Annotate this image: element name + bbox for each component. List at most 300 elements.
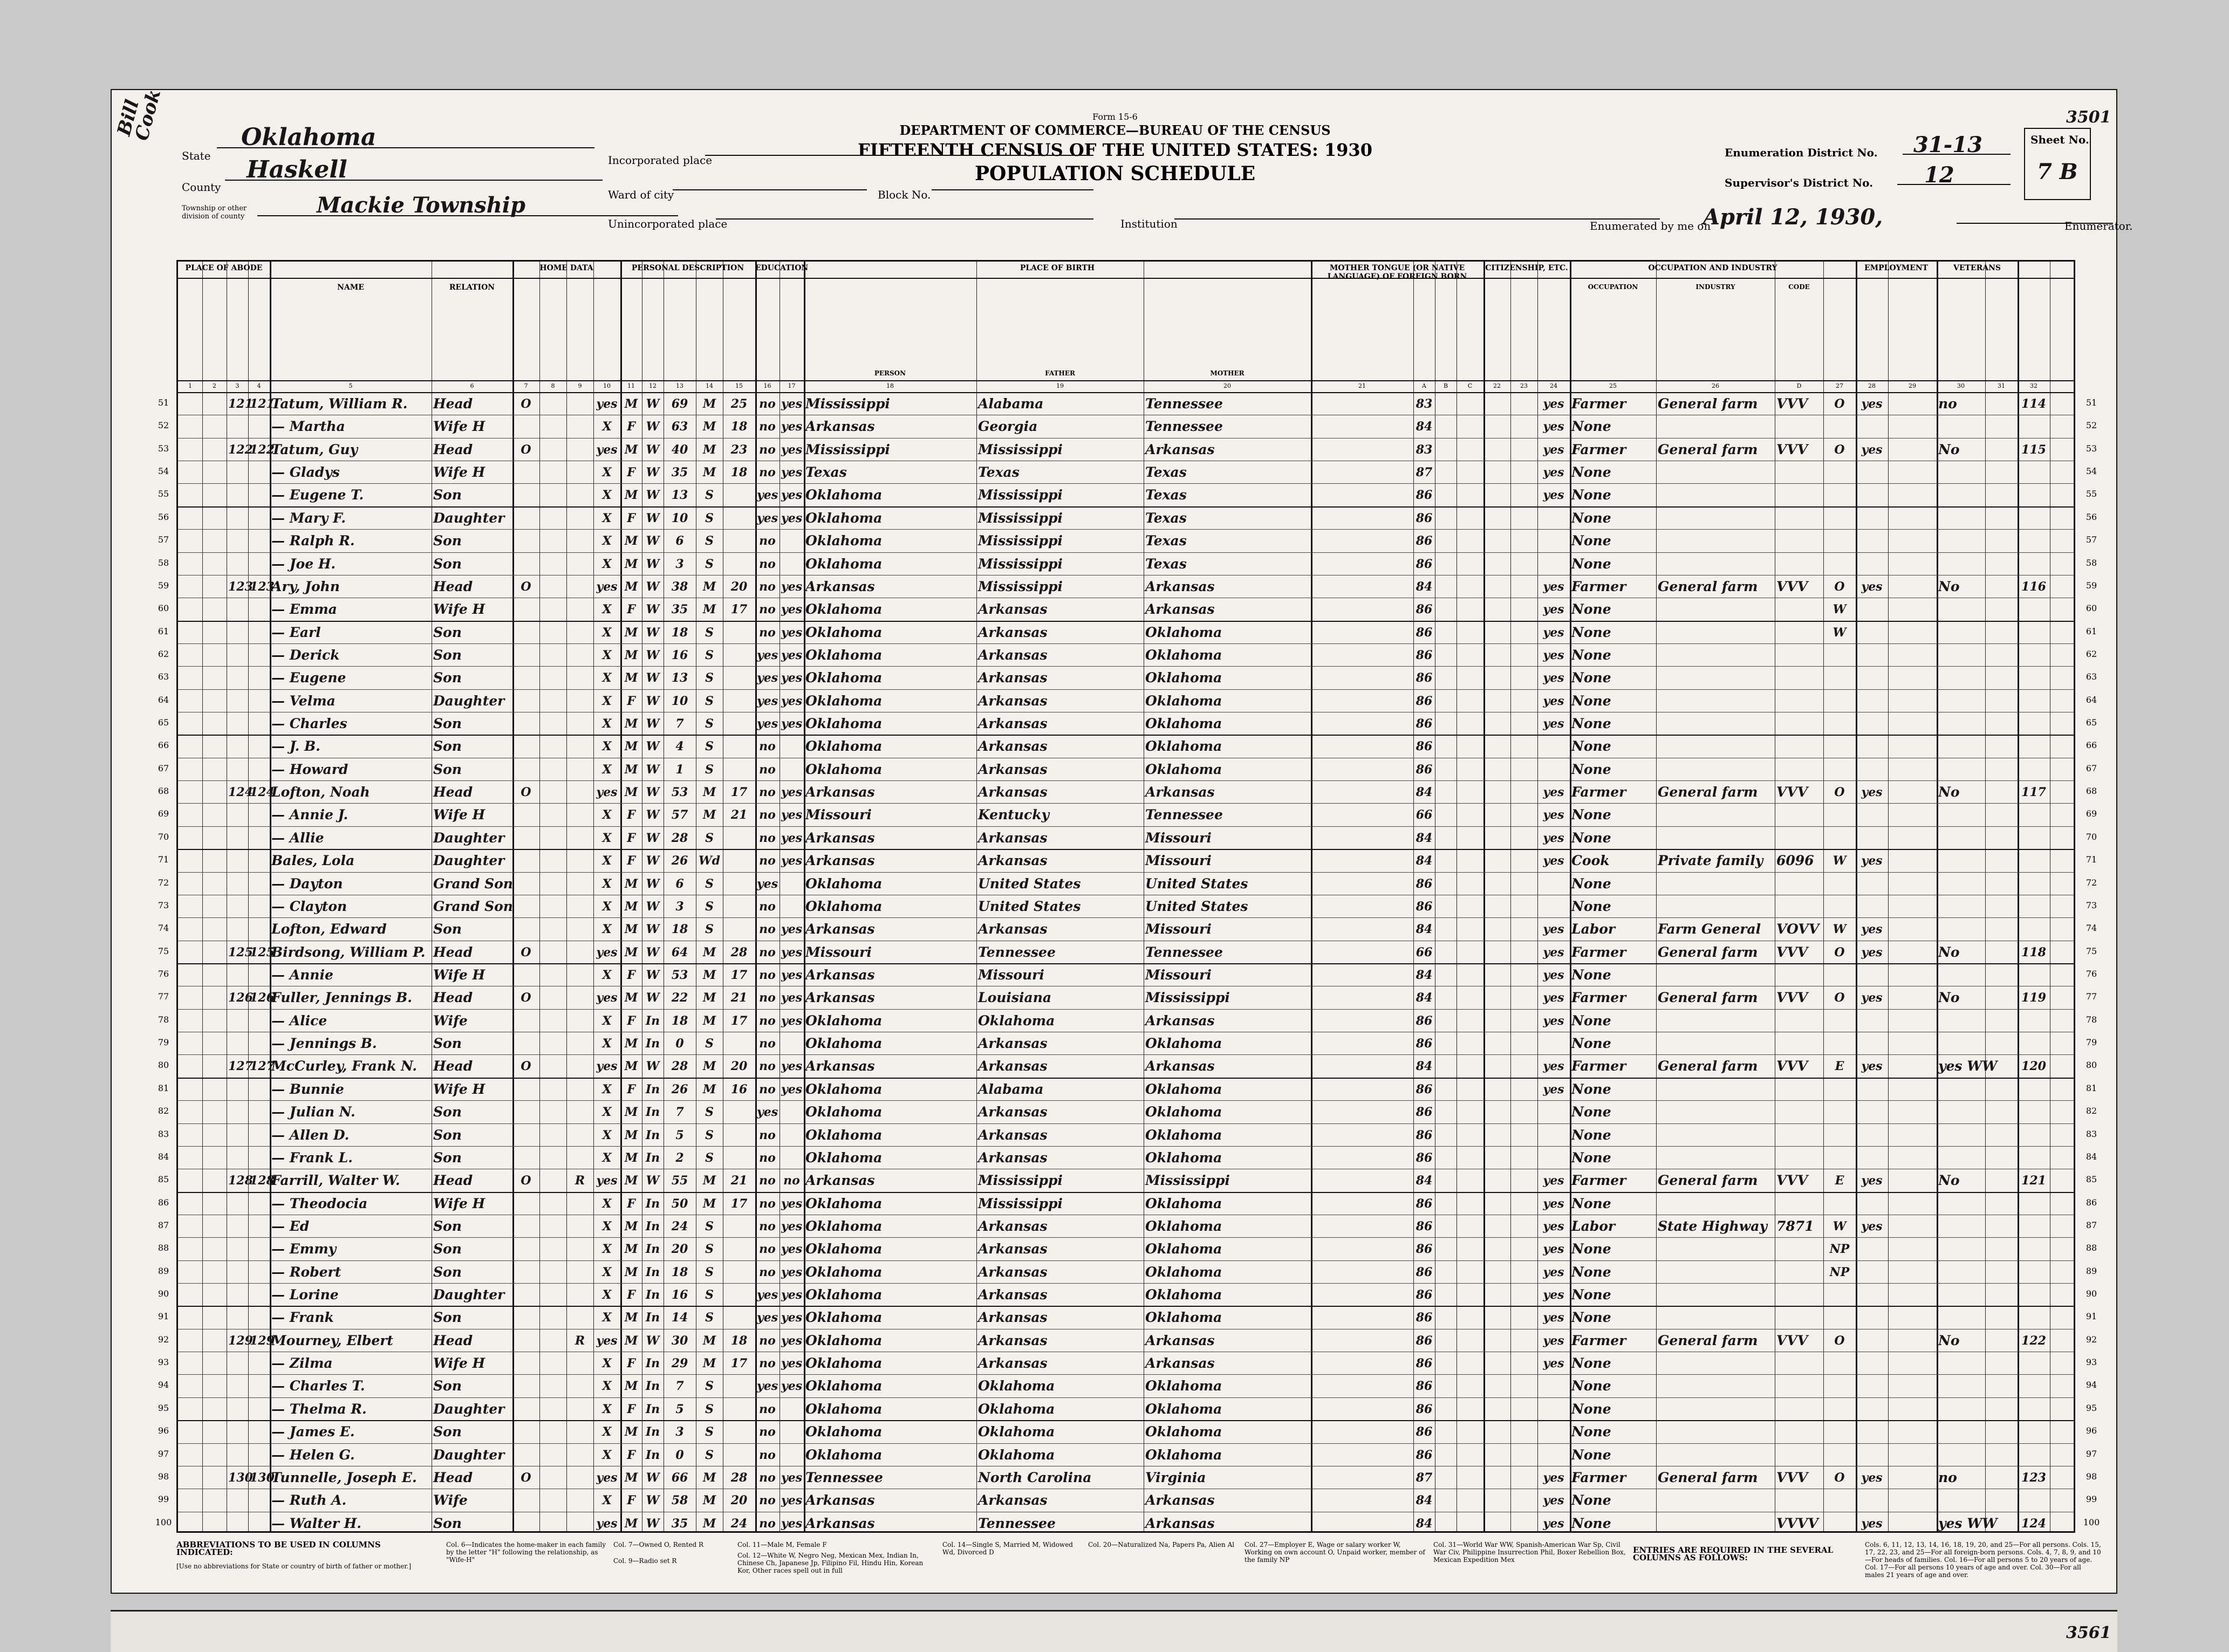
cell-fpob: Mississippi [978,510,1063,526]
row-number-left: 80 [158,1060,169,1071]
cell-sex: F [627,1356,635,1371]
cell-read: yes [781,717,803,731]
column-rule [1823,262,1824,1531]
column-rule [593,262,594,1531]
cell-mpob: Oklahoma [1145,647,1222,663]
cell-code: 86 [1416,511,1433,525]
cell-read: yes [781,1013,803,1028]
cell-farm: X [602,1311,612,1325]
row-number-right: 70 [2086,831,2097,842]
row-number-left: 64 [158,694,169,705]
cell-race: W [646,534,660,549]
cell-mar: M [702,420,716,434]
cell-race: W [646,1493,660,1508]
cell-sch: no [759,1150,776,1165]
cell-mpob: Arkansas [1145,1515,1215,1531]
cell-read: yes [781,968,803,982]
cell-name: — Derick [271,647,340,663]
cell-code: 86 [1416,1082,1433,1096]
cell-code: 84 [1416,991,1433,1005]
cell-pob: Oklahoma [805,738,883,755]
cell-sex: M [624,1379,638,1394]
cell-sch: yes [757,1311,778,1325]
cell-farm: X [602,1379,612,1394]
cell-occ: None [1571,670,1611,686]
county-label: County [182,181,221,194]
cell-pob: Oklahoma [805,875,883,892]
cell-race: W [646,625,660,640]
cell-farm: X [602,420,612,434]
cell-mar: S [705,922,714,937]
row-number-left: 79 [158,1037,169,1048]
row-number-right: 64 [2086,694,2097,705]
column-number: B [1443,382,1448,389]
cell-mpob: Oklahoma [1145,1195,1222,1211]
cell-mpob: Oklahoma [1145,738,1222,755]
cell-ind: Farm General [1658,921,1761,937]
cell-farm: X [602,739,612,754]
cell-rel: Daughter [433,510,505,526]
row-number-left: 87 [158,1219,169,1230]
cell-code: 86 [1416,1333,1433,1348]
cell-rel: Son [433,1036,462,1052]
row-number-right: 74 [2086,923,2097,934]
row-number-left: 82 [158,1106,169,1116]
cell-read: yes [781,465,803,480]
ed-label: Enumeration District No. [1725,146,1878,159]
row-rule [178,1283,2074,1284]
row-number-left: 58 [158,557,169,568]
cell-pob: Oklahoma [805,716,883,732]
cell-fpob: Oklahoma [978,1447,1055,1463]
row-rule [178,803,2074,804]
cell-occ: None [1571,647,1611,663]
cell-agem: 17 [730,1356,748,1371]
cell-agem: 17 [730,785,748,800]
incorporated-label: Incorporated place [608,154,713,167]
cell-sch: no [759,739,776,754]
cell-mpob: Oklahoma [1145,1424,1222,1440]
cell-name: Fuller, Jennings B. [271,990,412,1006]
cell-sex: M [624,991,638,1005]
row-number-right: 73 [2086,900,2097,910]
cell-emp: yes [1861,1174,1883,1188]
birth-subheading: MOTHER [1210,369,1245,377]
cell-farm: X [602,671,612,686]
column-rule [1537,262,1538,1531]
schedule-title: POPULATION SCHEDULE [974,162,1256,185]
cell-race: W [646,602,660,617]
cell-dw: 130 [228,1470,253,1485]
cell-dw: 124 [228,785,253,800]
cell-own: O [521,397,531,411]
cell-age: 1 [675,762,684,777]
cell-age: 16 [671,648,688,662]
cell-pob: Oklahoma [805,670,883,686]
row-number-right: 59 [2086,580,2097,591]
column-number: D [1796,382,1802,389]
cell-sch: no [759,991,776,1005]
cell-agem: 17 [730,968,748,982]
row-number-left: 70 [158,831,169,842]
cell-age: 53 [671,785,688,800]
cell-pob: Oklahoma [805,533,883,549]
cell-mar: S [705,694,714,708]
state-label: State [182,149,211,162]
cell-race: W [646,945,660,959]
cell-rel: Wife H [433,1081,486,1097]
cell-farm: X [602,465,612,480]
cell-mar: S [705,1150,714,1165]
cell-fam: 129 [250,1333,275,1348]
cell-sch: no [759,1059,776,1074]
cell-code: 86 [1416,534,1433,549]
footnote-col31: Col. 31—World War WW, Spanish-American War Sp, Civil War Civ, Philippine Insurrection Phil, Boxer Rebellion Box, Mexican Expedition Mex [1433,1541,1626,1564]
row-number-right: 83 [2086,1128,2097,1139]
cell-radio: R [575,1174,585,1188]
cell-name: McCurley, Frank N. [271,1058,417,1074]
cell-read: yes [781,442,803,457]
cell-eng: yes [1543,1516,1564,1531]
cell-code: 86 [1416,1356,1433,1371]
cell-code: 86 [1416,625,1433,640]
cell-rel: Son [433,1104,462,1120]
cell-name: — Julian N. [271,1104,355,1120]
footnote-col12: Col. 12—White W, Negro Neg, Mexican Mex, Indian In, Chinese Ch, Japanese Jp, Filipino Fil, Hindu Hin, Korean Kor, Other races spell out in full [737,1552,924,1574]
cell-name: — Gladys [271,464,340,481]
cell-rel: Son [433,1378,462,1394]
cell-age: 18 [671,1013,688,1028]
cell-vet: yes WW [1938,1058,1998,1074]
cell-read: yes [781,1219,803,1233]
column-number: 5 [348,382,353,389]
cell-mpob: Oklahoma [1145,716,1222,732]
cell-mar: M [702,1059,716,1074]
cell-read: yes [781,831,803,845]
cell-ind: General farm [1658,784,1758,800]
cell-occ: None [1571,875,1611,892]
row-rule [178,1397,2074,1398]
cell-emp: yes [1861,785,1883,800]
row-number-right: 61 [2086,626,2097,636]
cell-sex: M [624,1242,638,1257]
cell-farm: X [602,1356,612,1371]
row-number-left: 75 [158,945,169,956]
cell-read: yes [781,1379,803,1394]
institution-label: Institution [1120,217,1178,230]
cell-sex: M [624,922,638,937]
cell-mar: S [705,1219,714,1233]
cell-code: 84 [1416,579,1433,594]
cell-mar: M [702,1333,716,1348]
cell-age: 7 [675,717,684,731]
block-label: Block No. [878,188,931,201]
cell-farm: X [602,1288,612,1303]
cell-occ: Labor [1571,1218,1616,1234]
cell-occ: None [1571,898,1611,914]
cell-code: 86 [1416,1013,1433,1028]
cell-sex: M [624,762,638,777]
cell-eng: yes [1543,671,1564,686]
cell-sex: F [627,1402,635,1416]
occupation-subheading: OCCUPATION [1588,283,1638,291]
cell-eng: yes [1543,922,1564,937]
cell-age: 3 [675,557,684,571]
cell-fpob: Tennessee [978,1515,1056,1531]
ward-label: Ward of city [608,188,674,201]
enumerated-label: Enumerated by me on [1590,220,1711,232]
column-number: 3 [235,382,240,389]
cell-ind: State Highway [1658,1218,1767,1234]
row-number-right: 86 [2086,1197,2097,1208]
cell-rel: Head [433,396,473,412]
cell-mpob: Arkansas [1145,601,1215,618]
cell-occ: None [1571,967,1611,983]
cell-farmno: 118 [2021,945,2046,959]
cell-mar: S [705,831,714,845]
cell-farm: X [602,762,612,777]
cell-occ: None [1571,1081,1611,1097]
cell-name: — James E. [271,1424,355,1440]
row-number-right: 65 [2086,717,2097,728]
cell-race: W [646,899,660,914]
cell-sex: M [624,442,638,457]
cell-occ: Farmer [1571,1469,1626,1485]
cell-rel: Son [433,1310,462,1326]
cell-age: 6 [675,876,684,891]
cell-read: yes [781,671,803,686]
row-rule [178,1009,2074,1010]
cell-mpob: Arkansas [1145,1058,1215,1074]
cell-fam: 122 [250,442,275,457]
cell-mar: M [702,397,716,411]
cell-fpob: United States [978,875,1081,892]
cell-fpob: Arkansas [978,1127,1048,1143]
column-number: 26 [1712,382,1719,389]
cell-cw: W [1833,625,1847,640]
supervisor-label: Supervisor's District No. [1725,176,1874,189]
cell-farm: X [602,1448,612,1462]
cell-occ: None [1571,807,1611,823]
cell-agem: 20 [730,1493,748,1508]
cell-occ: None [1571,1287,1611,1303]
cell-pob: Texas [805,464,847,481]
cell-sex: F [627,694,635,708]
cell-pob: Oklahoma [805,1081,883,1097]
cell-mpob: Oklahoma [1145,1036,1222,1052]
row-number-left: 72 [158,877,169,888]
row-number-left: 100 [155,1517,172,1527]
cell-sex: F [627,831,635,845]
cell-agem: 18 [730,1333,748,1348]
cell-mpob: Oklahoma [1145,693,1222,709]
sheet-value: 7 B [2037,159,2078,184]
column-number: 24 [1550,382,1557,389]
cell-occ: None [1571,1515,1611,1531]
cell-agem: 18 [730,465,748,480]
cell-rel: Son [433,533,462,549]
column-rule [1656,262,1657,1531]
cell-pob: Mississippi [805,396,890,412]
cell-fpob: Arkansas [978,1149,1048,1166]
cell-eng: yes [1543,1288,1564,1303]
cell-mpob: Tennessee [1145,396,1223,412]
cell-farm: X [602,899,612,914]
cell-pob: Arkansas [805,921,875,937]
row-number-left: 57 [158,534,169,545]
cell-farm: X [602,1219,612,1233]
cell-cw: O [1834,785,1845,800]
cell-name: — Velma [271,693,336,709]
cell-pob: Tennessee [805,1469,883,1485]
row-number-right: 54 [2086,466,2097,477]
row-number-left: 78 [158,1014,169,1025]
cell-age: 0 [675,1037,684,1051]
cell-age: 3 [675,1425,684,1439]
cell-age: 50 [671,1196,688,1211]
row-number-left: 97 [158,1448,169,1459]
row-number-right: 55 [2086,489,2097,499]
cell-rel: Daughter [433,1447,505,1463]
cell-race: W [646,557,660,571]
cell-sch: no [759,785,776,800]
cell-mpob: Oklahoma [1145,1378,1222,1394]
footnote-col11: Col. 11—Male M, Female F [737,1541,827,1548]
entries-detail: Cols. 6, 11, 12, 13, 14, 16, 18, 19, 20, and 25—For all persons. Cols. 15, 17, 22, 23, and 25—For all foreign-born persons. Cols. 4, 7, 8, 9, and 10—For heads of families. Col. 16—For all persons 5 to 20 years of age. Col. 17—For all persons 10 years of age and over. Col. 30—For all males 21 years of age and over. [1865,1541,2101,1579]
cell-pob: Arkansas [805,578,875,594]
row-rule [178,1100,2074,1101]
cell-read: yes [781,1311,803,1325]
cell-oc: VVV [1776,990,1808,1006]
cell-age: 2 [675,1150,684,1165]
sheet-label: Sheet No. [2030,133,2089,146]
abbrev-note: [Use no abbreviations for State or country of birth of father or mother.] [176,1562,412,1570]
cell-sex: M [624,876,638,891]
cell-age: 40 [671,442,688,457]
cell-race: In [645,1448,660,1462]
row-number-right: 87 [2086,1219,2097,1230]
cell-rel: Head [433,1469,473,1485]
cell-age: 24 [671,1219,688,1233]
cell-agem: 24 [730,1516,748,1531]
cell-mpob: Arkansas [1145,1332,1215,1348]
cell-name: — Ed [271,1218,310,1234]
cell-sex: F [627,968,635,982]
cell-occ: None [1571,830,1611,846]
cell-sch: yes [757,717,778,731]
cell-name: — Eugene [271,670,346,686]
cell-farm: yes [596,945,618,959]
column-number: 8 [551,382,555,389]
column-number: 10 [603,382,611,389]
cell-pob: Oklahoma [805,556,883,572]
row-number-left: 99 [158,1494,169,1505]
cell-race: W [646,694,660,708]
cell-farmno: 119 [2021,991,2046,1005]
cell-code: 86 [1416,739,1433,754]
cell-pob: Oklahoma [805,1149,883,1166]
cell-name: — Jennings B. [271,1036,377,1052]
cell-occ: None [1571,1355,1611,1372]
cell-farm: yes [596,442,618,457]
cell-sch: no [759,1037,776,1051]
row-number-right: 56 [2086,511,2097,522]
cell-farm: X [602,1493,612,1508]
row-number-left: 96 [158,1425,169,1436]
cell-agem: 21 [730,991,748,1005]
cell-read: yes [781,1242,803,1257]
row-number-left: 63 [158,671,169,682]
column-number: 6 [470,382,474,389]
cell-vet: no [1938,1469,1957,1485]
enumerator-label: Enumerator. [2064,220,2133,232]
cell-sex: F [627,420,635,434]
cell-emp: yes [1861,945,1883,959]
cell-pob: Missouri [805,944,872,960]
cell-mpob: Mississippi [1145,990,1230,1006]
cell-sex: F [627,1013,635,1028]
cell-rel: Wife H [433,807,486,823]
cell-eng: yes [1543,717,1564,731]
cell-sch: no [759,420,776,434]
cell-emp: yes [1861,1470,1883,1485]
cell-sch: yes [757,1105,778,1120]
column-rule [1985,262,1986,1531]
next-page-strip [111,1610,2117,1652]
cell-code: 84 [1416,1516,1433,1531]
cell-eng: yes [1543,602,1564,617]
cell-age: 6 [675,534,684,549]
cell-name: — Dayton [271,875,343,892]
cell-dw: 127 [228,1059,253,1074]
cell-pob: Missouri [805,807,872,823]
cell-race: In [645,1265,660,1279]
row-number-left: 62 [158,648,169,659]
cell-race: W [646,420,660,434]
cell-sch: yes [757,671,778,686]
cell-cw: O [1834,442,1845,457]
cell-name: — Frank [271,1310,334,1326]
cell-race: In [645,1219,660,1233]
cell-agem: 16 [730,1082,748,1096]
row-number-right: 98 [2086,1471,2097,1482]
cell-fpob: Mississippi [978,556,1063,572]
cell-occ: None [1571,1424,1611,1440]
cell-sex: M [624,488,638,503]
row-rule [178,689,2074,690]
cell-mpob: Arkansas [1145,578,1215,594]
cell-farm: X [602,717,612,731]
row-number-right: 100 [2083,1517,2100,1527]
row-number-right: 77 [2086,991,2097,1002]
row-number-right: 62 [2086,648,2097,659]
cell-read: yes [781,1493,803,1508]
row-number-right: 99 [2086,1494,2097,1505]
cell-rel: Wife [433,1492,468,1509]
row-number-right: 78 [2086,1014,2097,1025]
cell-read: yes [781,625,803,640]
row-number-right: 51 [2086,397,2097,408]
row-number-right: 72 [2086,877,2097,888]
cell-eng: yes [1543,1333,1564,1348]
cell-name: Tatum, William R. [271,396,408,412]
cell-code: 86 [1416,762,1433,777]
cell-pob: Oklahoma [805,1424,883,1440]
cell-age: 53 [671,968,688,982]
cell-sex: M [624,1333,638,1348]
cell-name: — Ralph R. [271,533,355,549]
column-number: 14 [706,382,713,389]
